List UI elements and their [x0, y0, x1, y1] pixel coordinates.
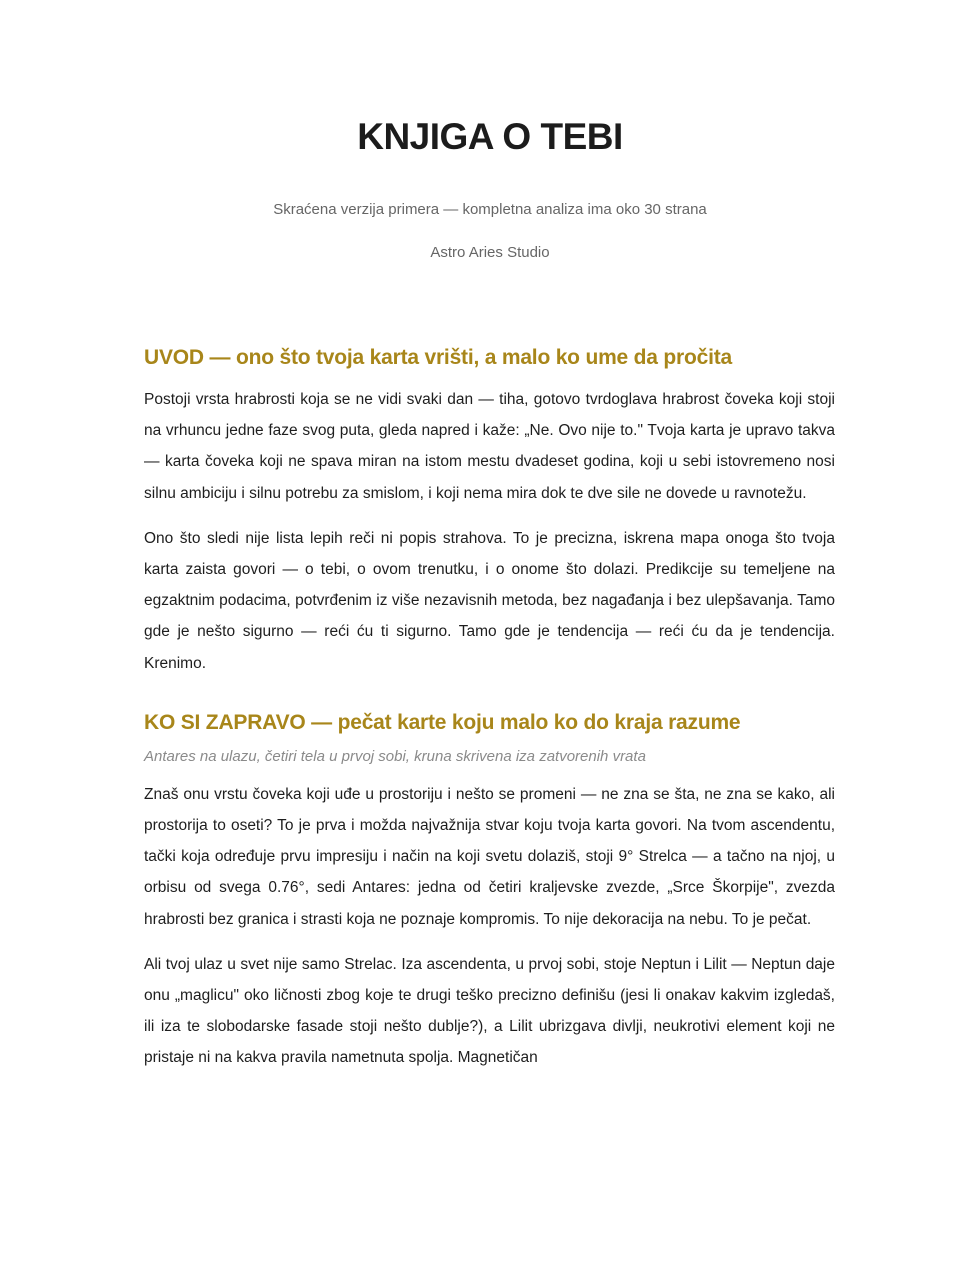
section-subheading: Antares na ulazu, četiri tela u prvoj sobi, kruna skrivena iza zatvorenih vrata	[144, 747, 646, 765]
section-uvod	[144, 342, 835, 679]
paragraph: Postoji vrsta hrabrosti koja se ne vidi svaki dan — tiha, gotovo tvrdoglava hrabrost čoveka koji stoji na vrhuncu jedne faze svog puta, gleda napred i kaže: „Ne. Ovo nije to." Tvoja karta je upravo takva — karta čoveka koji ne spava miran na istom mestu dvadeset godina, koji u sebi istovremeno nosi silnu ambiciju i silnu potrebu za smislom, i koji nema mira dok te dve sile ne dovede u ravnotežu.	[144, 391, 835, 502]
paragraph: Ono što sledi nije lista lepih reči ni popis strahova. To je precizna, iskrena mapa onoga što tvoja karta zaista govori — o tebi, o ovom trenutku, i o onome što dolazi. Predikcije su temeljene na egzaktnim podacima, potvrđenim iz više nezavisnih metoda, bez nagađanja i bez ulepšavanja. Tamo gde je nešto sigurno — reći ću ti sigurno. Tamo gde je tendencija — reći ću da je tendencija. Krenimo.	[144, 529, 835, 672]
section-heading: KO SI ZAPRAVO — pečat karte koju malo ko do kraja razume	[144, 710, 741, 734]
section-heading: UVOD — ono što tvoja karta vrišti, a malo ko ume da pročita	[144, 346, 733, 369]
section-ko-si-zapravo	[144, 707, 835, 1074]
paragraph: Ali tvoj ulaz u svet nije samo Strelac. Iza ascendenta, u prvoj sobi, stoje Neptun i Lilit — Neptun daje onu „maglicu" oko ličnosti zbog koje te drugi teško precizno definišu (jesi li onakav kakvim izgledaš, ili iza te slobodarske fasade stoji nešto dublje?), a Lilit ubrizgava divlji, neukrotivi element koji ne pristaje ni na kakva pravila nametnuta spolja. Magnetičan	[144, 955, 835, 1067]
document-subtitle: Skraćena verzija primera — kompletna analiza ima oko 30 strana	[273, 201, 707, 218]
paragraph: Znaš onu vrstu čoveka koji uđe u prostoriju i nešto se promeni — ne zna se šta, ne zna se kako, ali prostorija to oseti? To je prva i možda najvažnija stvar koju tvoja karta govori. Na tvom ascendentu, tački koja određuje prvu impresiju i način na koji svetu dolaziš, stoji 9° Strelca — a tačno na njoj, u orbisu od svega 0.76°, sedi Antares: jedna od četiri kraljevske zvezde, „Srce Škorpije", zvezda hrabrosti bez granica i strasti koja ne poznaje kompromis. To nije dekoracija na nebu. To je pečat.	[144, 785, 835, 928]
document-title: KNJIGA O TEBI	[357, 116, 623, 157]
document-author: Astro Aries Studio	[430, 244, 550, 261]
document-body	[144, 342, 835, 1096]
